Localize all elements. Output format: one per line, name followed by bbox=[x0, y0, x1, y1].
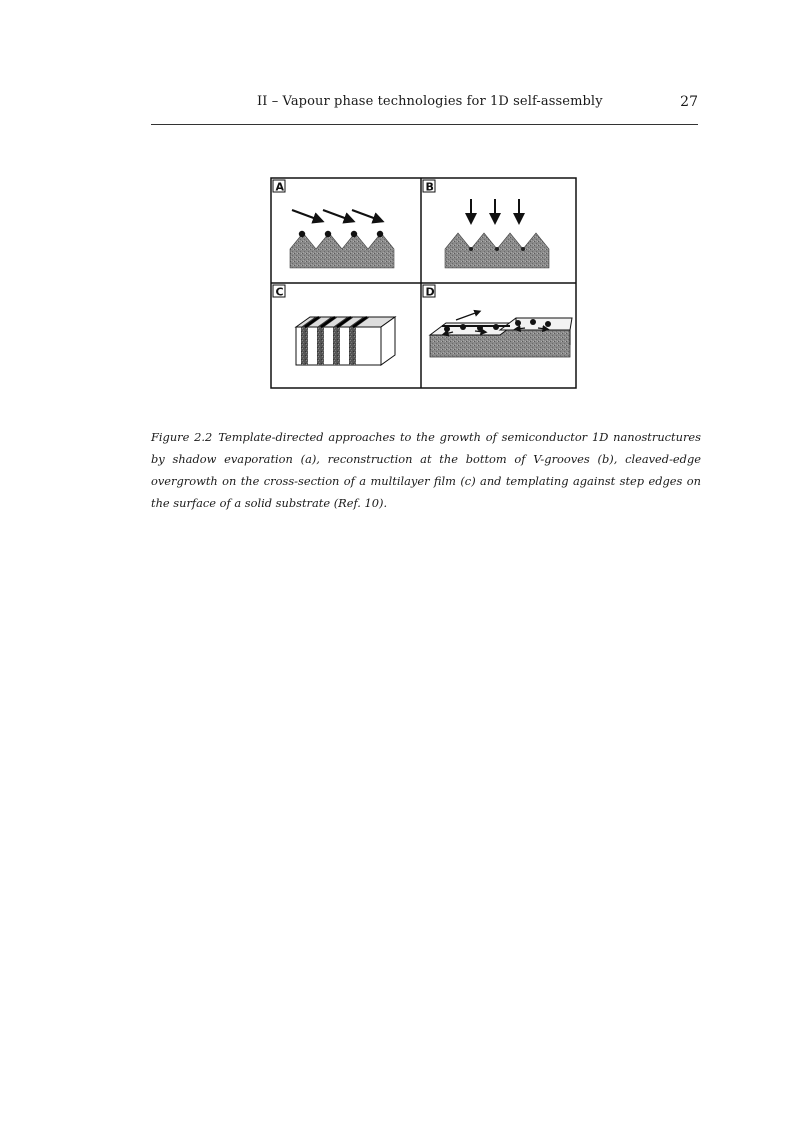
figure-2-2 bbox=[270, 177, 577, 389]
figure-caption bbox=[151, 426, 701, 514]
panel-c-label: C bbox=[275, 285, 284, 299]
running-title: II – Vapour phase technologies for 1D self-assembly bbox=[257, 94, 603, 109]
panel-a-label: A bbox=[275, 180, 285, 194]
page-number: 27 bbox=[680, 94, 698, 110]
panel-d-label: D bbox=[425, 285, 435, 299]
running-header bbox=[151, 92, 698, 114]
figure-illustration bbox=[270, 177, 577, 389]
figure-caption-label: Figure 2.2 bbox=[151, 430, 213, 444]
figure-caption-text: Template-directed approaches to the growth of semiconductor 1D nanostructures by shadow evaporation (a), reconstruction at the bottom of V-grooves (b), cleaved-edge overgrowth on the cross-section of a multilayer film (c) and templating against step edges on the surface of a solid substrate (Ref. 10). bbox=[151, 430, 701, 510]
panel-b-label: B bbox=[425, 180, 434, 194]
header-rule bbox=[151, 124, 698, 125]
